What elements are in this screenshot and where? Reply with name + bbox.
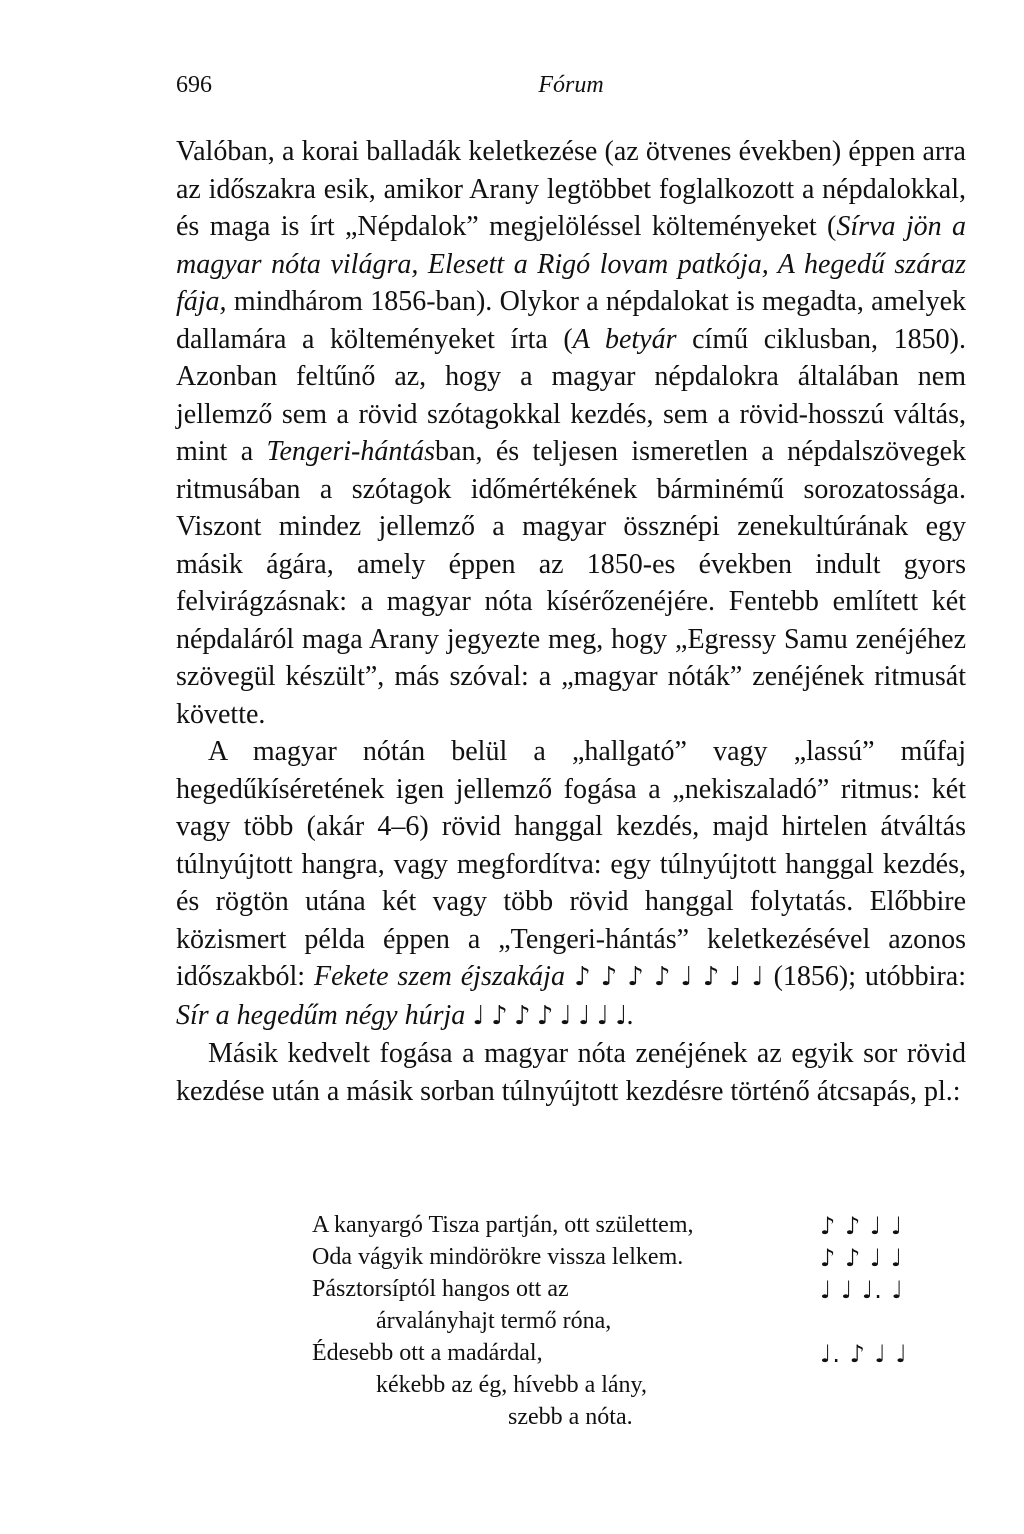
poem-line: [312, 1372, 972, 1404]
body-text: [176, 133, 966, 1110]
text-span: A magyar nótán belül a „hallgató” vagy „lassú” műfaj hegedűkíséretének igen jellemző fogása a „nekiszaladó” ritmus: két vagy több (akár 4–6) rövid hanggal kezdés, majd hirtelen átváltás túlnyújtott hangra, vagy megfordítva: egy túlnyújtott hanggal kezdés, és rögtön utána két vagy több rövid hanggal folytatás. Előbbire közismert példa éppen a „Tengeri-hántás” keletkezésével azonos időszakból:: [176, 736, 966, 992]
text-span: .: [626, 999, 634, 1031]
rhythm-notation: ♪ ♪ ♪ ♪ ♩ ♪ ♩ ♩: [564, 962, 765, 992]
text-span: mindhárom 1856-ban). Olykor a népdalokat is megadta, amelyek dallamára a költeményeket írta (: [176, 286, 966, 355]
page-header: [176, 72, 966, 112]
rhythm-notation: ♩ ♪ ♪ ♪ ♩ ♩ ♩ ♩: [465, 1000, 627, 1031]
poem-line-text: szebb a nóta.: [508, 1404, 633, 1430]
italic-title: Tengeri-hántás: [266, 436, 436, 467]
poem-line-text: árvalányhajt termő róna,: [376, 1308, 612, 1334]
poem-rhythm-notation: ♩. ♪ ♩ ♩: [820, 1340, 908, 1368]
poem-line-text: Pásztorsíptól hangos ott az: [312, 1276, 569, 1302]
text-span: Valóban, a korai balladák keletkezése (az ötvenes években) éppen arra az időszakra esik, amikor Arany legtöbbet foglalkozott a népdalokkal, és maga is írt „Népdalok” megjelöléssel költeményeket (: [176, 136, 966, 242]
poem-rhythm-notation: ♩ ♩ ♩. ♩: [820, 1276, 904, 1304]
text-span: (1856); utóbbira:: [764, 961, 966, 992]
paragraph: [176, 133, 966, 733]
poem-line: [312, 1244, 972, 1276]
text-span: ban, és teljesen ismeretlen a népdalszövegek ritmusában a szótagok időmértékének bárminémű sorozatossága. Viszont mindez jellemző a magyar össznépi zenekultúrának egy másik ágára, amely éppen az 1850-es években indult gyors felvirágzásnak: a magyar nóta kísérőzenéjére. Fentebb említett két népdaláról maga Arany jegyezte meg, hogy „Egressy Samu zenéjéhez szövegül készült”, más szóval: a „magyar nóták” zenéjének ritmusát követte.: [176, 436, 966, 730]
italic-title: A betyár: [572, 323, 677, 355]
italic-title: Sír a hegedűm négy húrja: [176, 999, 466, 1031]
poem-line: [312, 1340, 972, 1372]
poem-rhythm-notation: ♪ ♪ ♩ ♩: [820, 1244, 904, 1272]
italic-title: Fekete szem éjszakája: [313, 961, 565, 992]
text-span: Másik kedvelt fogása a magyar nóta zenéjének az egyik sor rövid kezdése után a másik sorban túlnyújtott kezdésre történő átcsapás, pl.:: [176, 1038, 966, 1107]
poem-line: [312, 1308, 972, 1340]
italic-title: Sírva jön a magyar nóta világra, Elesett a Rigó lovam patkója, A hegedű száraz fája,: [176, 211, 966, 317]
paragraph: [176, 1035, 966, 1110]
poem-line-text: Oda vágyik mindörökre vissza lelkem.: [312, 1244, 684, 1270]
text-span: című ciklusban, 1850). Azonban feltűnő az, hogy a magyar népdalokra általában nem jellemző sem a rövid szótagokkal kezdés, sem a rövid-hosszú váltás, mint a: [176, 323, 966, 467]
poem-line-text: Édesebb ott a madárdal,: [312, 1340, 543, 1366]
poem-line: [312, 1276, 972, 1308]
poem-line-text: A kanyargó Tisza partján, ott születtem,: [312, 1212, 694, 1238]
paragraph: [176, 733, 966, 1035]
poem-line: [312, 1404, 972, 1436]
poem-line: [312, 1212, 972, 1244]
poem-rhythm-notation: ♪ ♪ ♩ ♩: [820, 1212, 904, 1240]
running-title: Fórum: [538, 72, 604, 98]
page-number: 696: [176, 72, 212, 98]
poem-line-text: kékebb az ég, hívebb a lány,: [376, 1372, 647, 1398]
poem-excerpt: [312, 1212, 972, 1436]
